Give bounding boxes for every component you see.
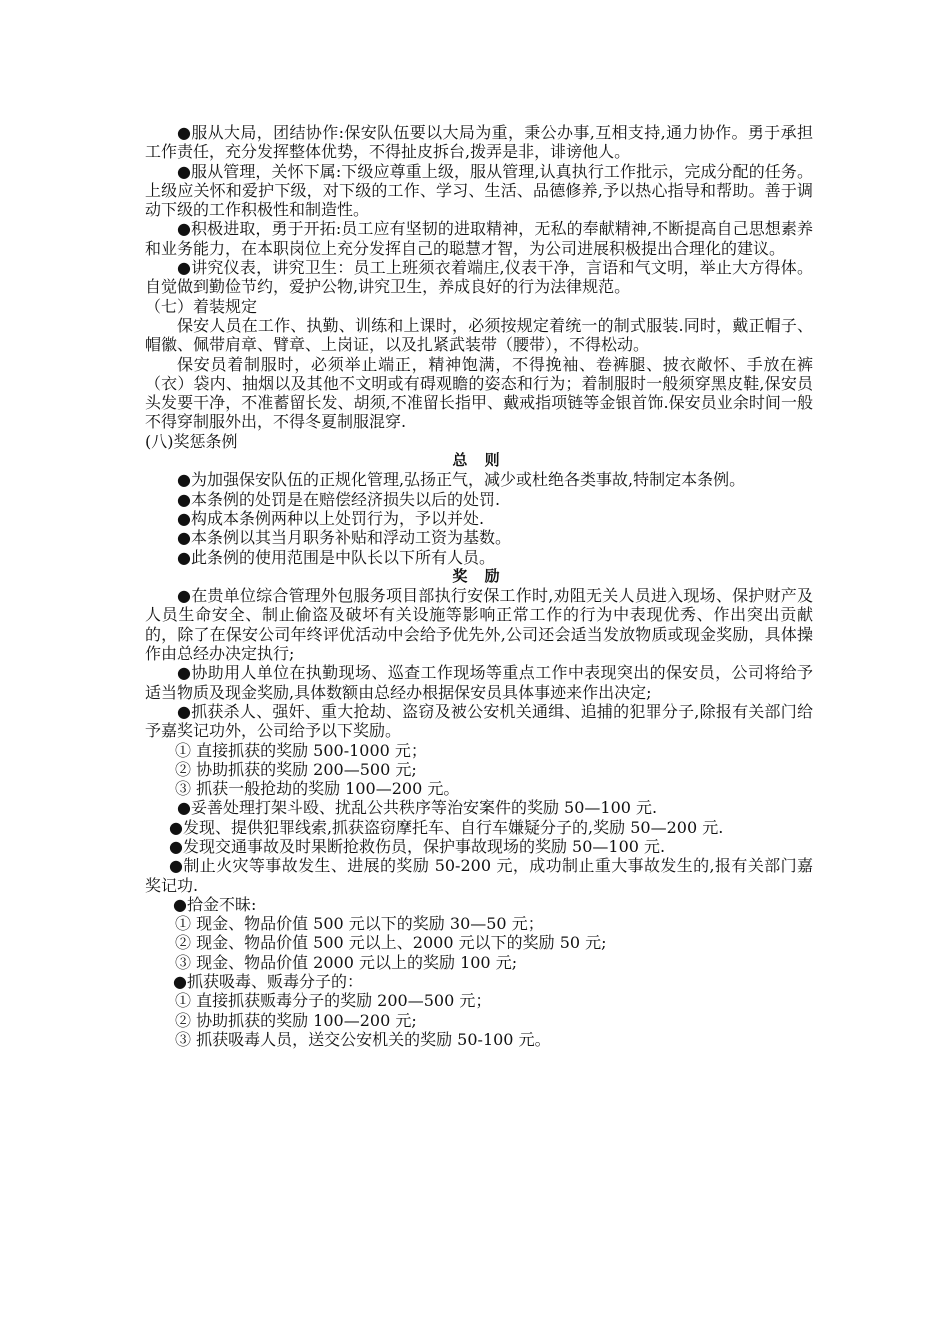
section-8-title: (八)奖惩条例 [145,431,238,451]
reward-item: ●妥善处理打架斗殴、扰乱公共秩序等治安案件的奖励 50—100 元. [177,798,658,818]
reward-item: ●发现交通事故及时果断抢救伤员，保护事故现场的奖励 50—100 元. [169,836,666,856]
sec7-uniform-para-1: 保安人员在工作、执勤、训练和上课时，必须按规定着统一的制式服装.同时，戴正帽子、帽徽、佩带肩章、臂章、上岗证，以及扎紧武装带（腰带），不得松动。 [145,315,813,355]
reward-item: ●制止火灾等事故发生、进展的奖励 50-200 元，成功制止重大事故发生的,报有关部门嘉奖记功. [145,856,813,895]
reward-subitem: ② 协助抓获的奖励 100—200 元; [175,1010,417,1030]
reward-subitem: ③ 抓获一般抢劫的奖励 100—200 元。 [175,779,460,799]
sec6-item-appearance: ●讲究仪表，讲究卫生：员工上班须衣着端庄,仪表干净，言语和气文明，举止大方得体。自觉做到勤俭节约，爱护公物,讲究卫生，养成良好的行为法律规范。 [145,258,813,297]
reward-subitem: ① 现金、物品价值 500 元以下的奖励 30—50 元； [175,914,544,934]
reward-subitem: ① 直接抓获的奖励 500-1000 元； [175,740,427,760]
reward-item: ●抓获吸毒、贩毒分子的： [173,972,363,992]
reward-heading: 奖 励 [452,566,506,585]
reward-subitem: ② 协助抓获的奖励 200—500 元; [175,759,417,779]
general-item: ●此条例的使用范围是中队长以下所有人员。 [177,547,495,567]
reward-item: ●拾金不昧: [173,894,257,914]
sec6-item-progress: ●积极进取，勇于开拓:员工应有坚韧的进取精神，无私的奉献精神,不断提高自己思想素养和业务能力，在本职岗位上充分发挥自己的聪慧才智，为公司进展积极提出合理化的建议。 [145,219,813,258]
reward-subitem: ② 现金、物品价值 500 元以上、2000 元以下的奖励 50 元; [175,933,607,953]
general-heading: 总 则 [452,451,506,470]
general-item: ●本条例的处罚是在赔偿经济损失以后的处罚. [177,489,501,509]
reward-item: ●抓获杀人、强奸、重大抢劫、盗窃及被公安机关通缉、追捕的犯罪分子,除报有关部门给予嘉奖记功外，公司给予以下奖励。 [145,701,813,741]
reward-item: ●发现、提供犯罪线索,抓获盗窃摩托车、自行车嫌疑分子的,奖励 50—200 元. [169,817,724,837]
document-page [145,123,813,1049]
general-item: ●为加强保安队伍的正规化管理,弘扬正气，减少或杜绝各类事故,特制定本条例。 [177,470,746,490]
reward-item: ●协助用人单位在执勤现场、巡查工作现场等重点工作中表现突出的保安员，公司将给予适当物质及现金奖励,具体数额由总经办根据保安员具体事迹来作出决定; [145,663,813,702]
reward-item: ●在贵单位综合管理外包服务项目部执行安保工作时,劝阻无关人员进入现场、保护财产及人员生命安全、制止偷盗及破坏有关设施等影响正常工作的行为中表现优秀、作出突出贡献的，除了在保安公司年终评优活动中会给予优先外,公司还会适当发放物质或现金奖励，具体操作由总经办决定执行; [145,586,813,664]
reward-subitem: ③ 现金、物品价值 2000 元以上的奖励 100 元; [175,952,518,972]
general-item: ●构成本条例两种以上处罚行为，予以并处. [177,508,485,528]
sec6-item-unity: ●服从大局，团结协作:保安队伍要以大局为重，秉公办事,互相支持,通力协作。勇于承担工作责任，充分发挥整体优势，不得扯皮拆台,拨弄是非，诽谤他人。 [145,123,813,162]
general-item: ●本条例以其当月职务补贴和浮动工资为基数。 [177,528,511,548]
reward-subitem: ③ 抓获吸毒人员，送交公安机关的奖励 50-100 元。 [175,1029,551,1049]
reward-subitem: ① 直接抓获贩毒分子的奖励 200—500 元； [175,991,492,1011]
sec7-uniform-para-2: 保安员着制服时，必须举止端正，精神饱满，不得挽袖、卷裤腿、披衣敞怀、手放在裤（衣）袋内、抽烟以及其他不文明或有碍观瞻的姿态和行为；着制服时一般须穿黑皮鞋,保安员头发要干净，不准蓄留长发、胡须,不准留长指甲、戴戒指项链等金银首饰.保安员业余时间一般不得穿制服外出，不得冬夏制服混穿. [145,354,813,432]
section-7-title: （七）着装规定 [145,296,258,316]
sec6-item-management: ●服从管理，关怀下属:下级应尊重上级，服从管理,认真执行工作批示，完成分配的任务。上级应关怀和爱护下级，对下级的工作、学习、生活、品德修养,予以热心指导和帮助。善于调动下级的工作积极性和制造性。 [145,161,813,220]
